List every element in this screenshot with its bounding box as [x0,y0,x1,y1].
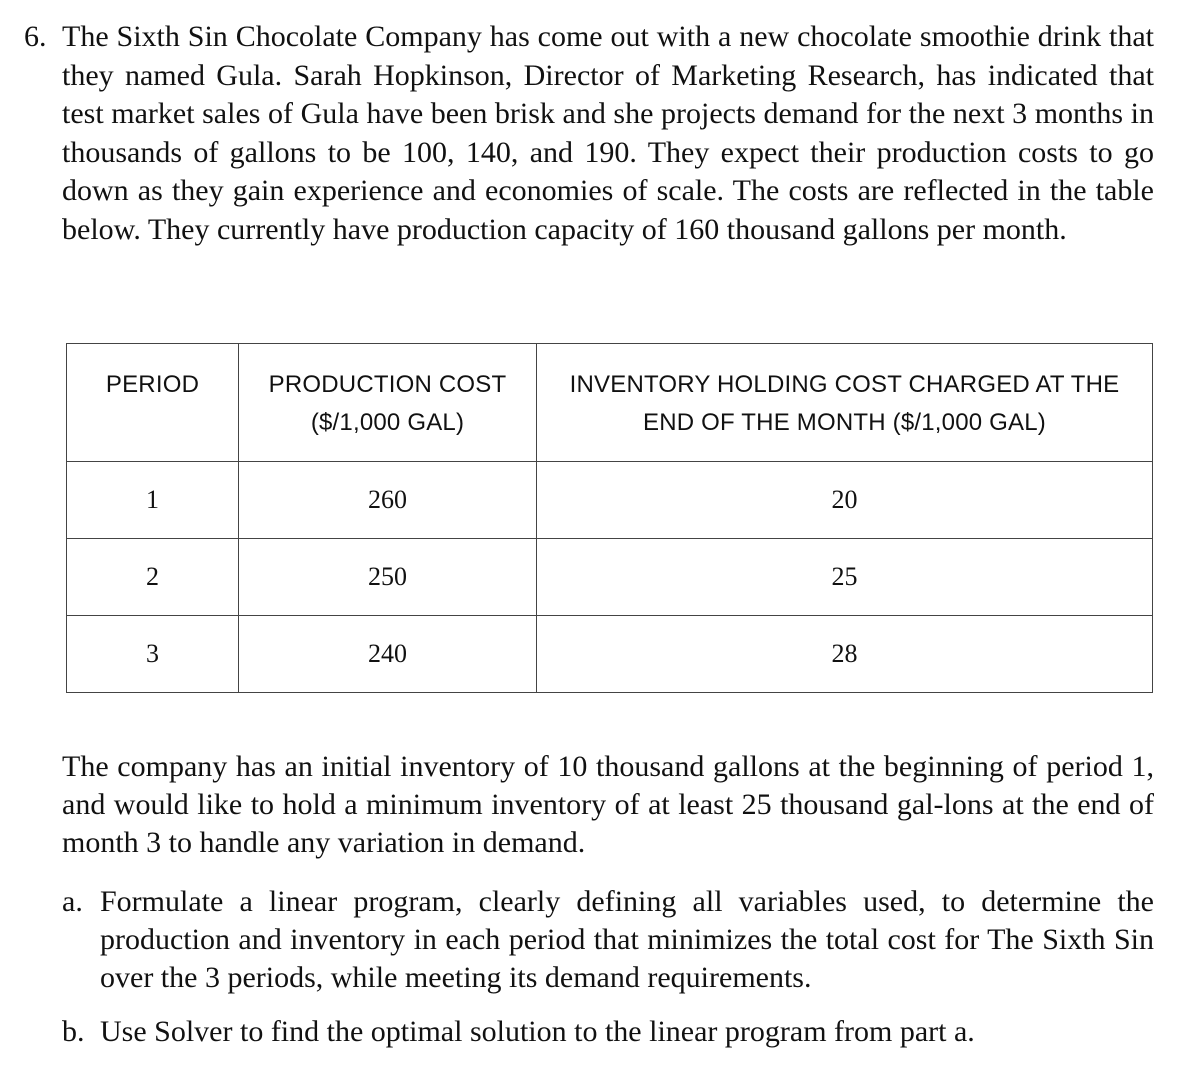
problem-statement [24,18,1154,249]
production-cost-cell: 250 [239,539,537,616]
production-cost-cell: 260 [239,462,537,539]
header-production-cost: PRODUCTION COST ($/1,000 GAL) [239,344,537,462]
part-text: Use Solver to find the optimal solution to the linear program from part a. [100,1015,975,1048]
inventory-narrative: The company has an initial inventory of 10 thousand gallons at the beginning of period 1, and would like to hold a minimum inventory of at least 25 thousand gal-lons at the end of month 3 to handle any variation in demand. [62,750,1154,859]
table-header-row [67,344,1153,462]
holding-cost-cell: 20 [537,462,1153,539]
question-parts [62,883,1154,1067]
part-text: Formulate a linear program, clearly defining all variables used, to determine the production and inventory in each period that minimizes the total cost for The Sixth Sin over the 3 periods, while meeting its demand requirements. [100,885,1154,994]
period-cell: 1 [67,462,239,539]
holding-cost-cell: 28 [537,616,1153,693]
period-cell: 2 [67,539,239,616]
part-letter: a. [62,885,83,918]
part-letter: b. [62,1015,85,1048]
part-a [62,883,1154,997]
period-cell: 3 [67,616,239,693]
header-period: PERIOD [67,344,239,462]
problem-text: The Sixth Sin Chocolate Company has come out with a new chocolate smoothie drink that they named Gula. Sarah Hopkinson, Director of Marketing Research, has indicated that test market sales of Gula have been brisk and she projects demand for the next 3 months in thousands of gallons to be 100, 140, and 190. They expect their production costs to go down as they gain experience and economies of scale. The costs are reflected in the table below. They currently have production capacity of 160 thousand gallons per month. [62,20,1154,246]
holding-cost-cell: 25 [537,539,1153,616]
part-b [62,1013,1154,1051]
production-cost-cell: 240 [239,616,537,693]
header-inventory-holding-cost: INVENTORY HOLDING COST CHARGED AT THE END OF THE MONTH ($/1,000 GAL) [537,344,1153,462]
table-row [67,616,1153,693]
problem-number: 6. [24,20,47,53]
table-row [67,462,1153,539]
table-row [67,539,1153,616]
cost-table [66,343,1153,693]
